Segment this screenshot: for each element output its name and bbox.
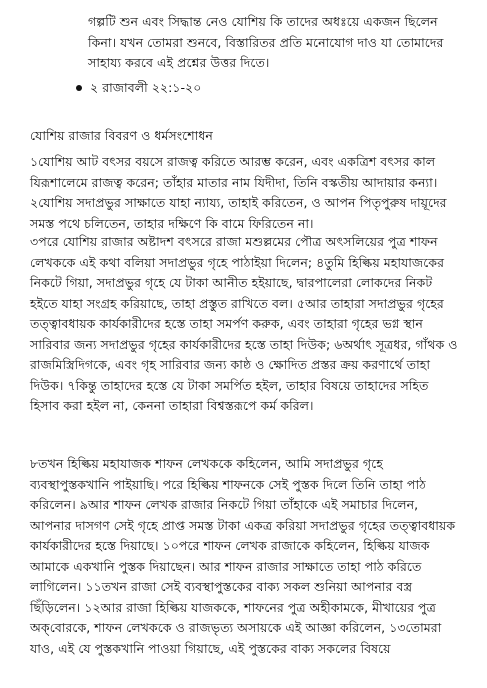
- intro-paragraph: গল্পটি শুন এবং সিদ্ধান্ত নেও যোশিয় কি তাদের অধঃয়ে একজন ছিলেন কিনা। যখন তোমরা শুনবে, বিস্তারিতর প্রতি মনোযোগ দাও যা তোমাদের সাহায্য করবে এই প্রশ্নের উত্তর দিতে।: [88, 14, 444, 70]
- body-paragraph-3: ৮তখন হিল্কিয় মহাযাজক শাফন লেখককে কহিলেন, আমি সদাপ্রভুর গৃহে ব্যবস্থাপুস্তকখানি পাইয়াছি। পরে হিল্কিয় শাফনকে সেই পুস্তক দিলে তিনি তাহা পাঠ করিলেন। ৯আর শাফন লেখক রাজার নিকটে গিয়া তাঁহাকে এই সমাচার দিলেন, আপনার দাসগণ সেই গৃহে প্রাপ্ত সমস্ত টাকা একত্র করিয়া সদাপ্রভুর গৃহের তত্ত্বাবধায়ক কার্যকারীদের হস্তে দিয়াছে। ১০পরে শাফন লেখক রাজাকে কহিলেন, হিল্কিয় যাজক আমাকে একখানি পুস্তক দিয়াছেন। আর শাফন রাজার সাক্ষাতে তাহা পাঠ করিতে লাগিলেন। ১১তখন রাজা সেই ব্যবস্থাপুস্তকের বাক্য সকল শুনিয়া আপনার বস্ত্র ছিঁড়িলেন। ১২আর রাজা হিল্কিয় যাজককে, শাফনের পুত্র অহীকামকে, মীখায়ের পুত্র অক্‌বোরকে, শাফন লেখককে ও রাজভৃত্য অসায়কে এই আজ্ঞা করিলেন, ১৩তোমরা যাও, এই যে পুস্তকখানি পাওয়া গিয়াছে, এই পুস্তকের বাক্য সকলের বিষয়ে: [30, 456, 456, 656]
- reference-list-item: [74, 78, 201, 98]
- scripture-reference: ২ রাজাবলী ২২:১-২০: [90, 80, 202, 95]
- bullet-icon: [76, 85, 82, 91]
- section-heading: যোশিয় রাজার বিবরণ ও ধর্মসংশোধন: [30, 128, 213, 143]
- body-paragraph-2: ৩পরে যোশিয় রাজার অষ্টাদশ বৎসরে রাজা মশুল্লমের পৌত্র অৎসলিয়ের পুত্র শাফন লেখককে এই কথা বলিয়া সদাপ্রভুর গৃহে পাঠাইয়া দিলেন; ৪তুমি হিল্কিয় মহাযাজকের নিকটে গিয়া, সদাপ্রভুর গৃহে যে টাকা আনীত হইয়াছে, দ্বারপালেরা লোকদের নিকট হইতে যাহা সংগ্রহ করিয়াছে, তাহা প্রস্তুত রাখিতে বল। ৫আর তাহারা সদাপ্রভুর গৃহের তত্ত্বাবধায়ক কার্যকারীদের হস্তে তাহা সমর্পণ করুক, এবং তাহারা গৃহের ভগ্ন স্থান সারিবার জন্য সদাপ্রভুর গৃহের কার্যকারীদের হস্তে তাহা দিউক; ৬অর্থাৎ সূত্রধর, গাঁথক ও রাজমিস্ত্রিদিগকে, এবং গৃহ সারিবার জন্য কাষ্ঠ ও ক্ষোদিত প্রস্তর ক্রয় করণার্থে তাহা দিউক। ৭কিন্তু তাহাদের হস্তে যে টাকা সমর্পিত হইল, তাহার বিষয়ে তাহাদের সহিত হিসাব করা হইল না, কেননা তাহারা বিশ্বস্তরূপে কর্ম করিল।: [30, 234, 458, 413]
- body-paragraph-1: ১যোশিয় আট বৎসর বয়সে রাজত্ব করিতে আরম্ভ করেন, এবং একত্রিশ বৎসর কাল যিরূশালেমে রাজত্ব করেন; তাঁহার মাতার নাম যিদীদা, তিনি বস্কতীয় আদায়ার কন্যা। ২যোশিয় সদাপ্রভুর সাক্ষাতে যাহা ন্যায্য, তাহাই করিতেন, ও আপন পিতৃপুরুষ দায়ূদের সমস্ত পথে চলিতেন, তাহার দক্ষিণে কি বামে ফিরিতেন না।: [30, 154, 447, 231]
